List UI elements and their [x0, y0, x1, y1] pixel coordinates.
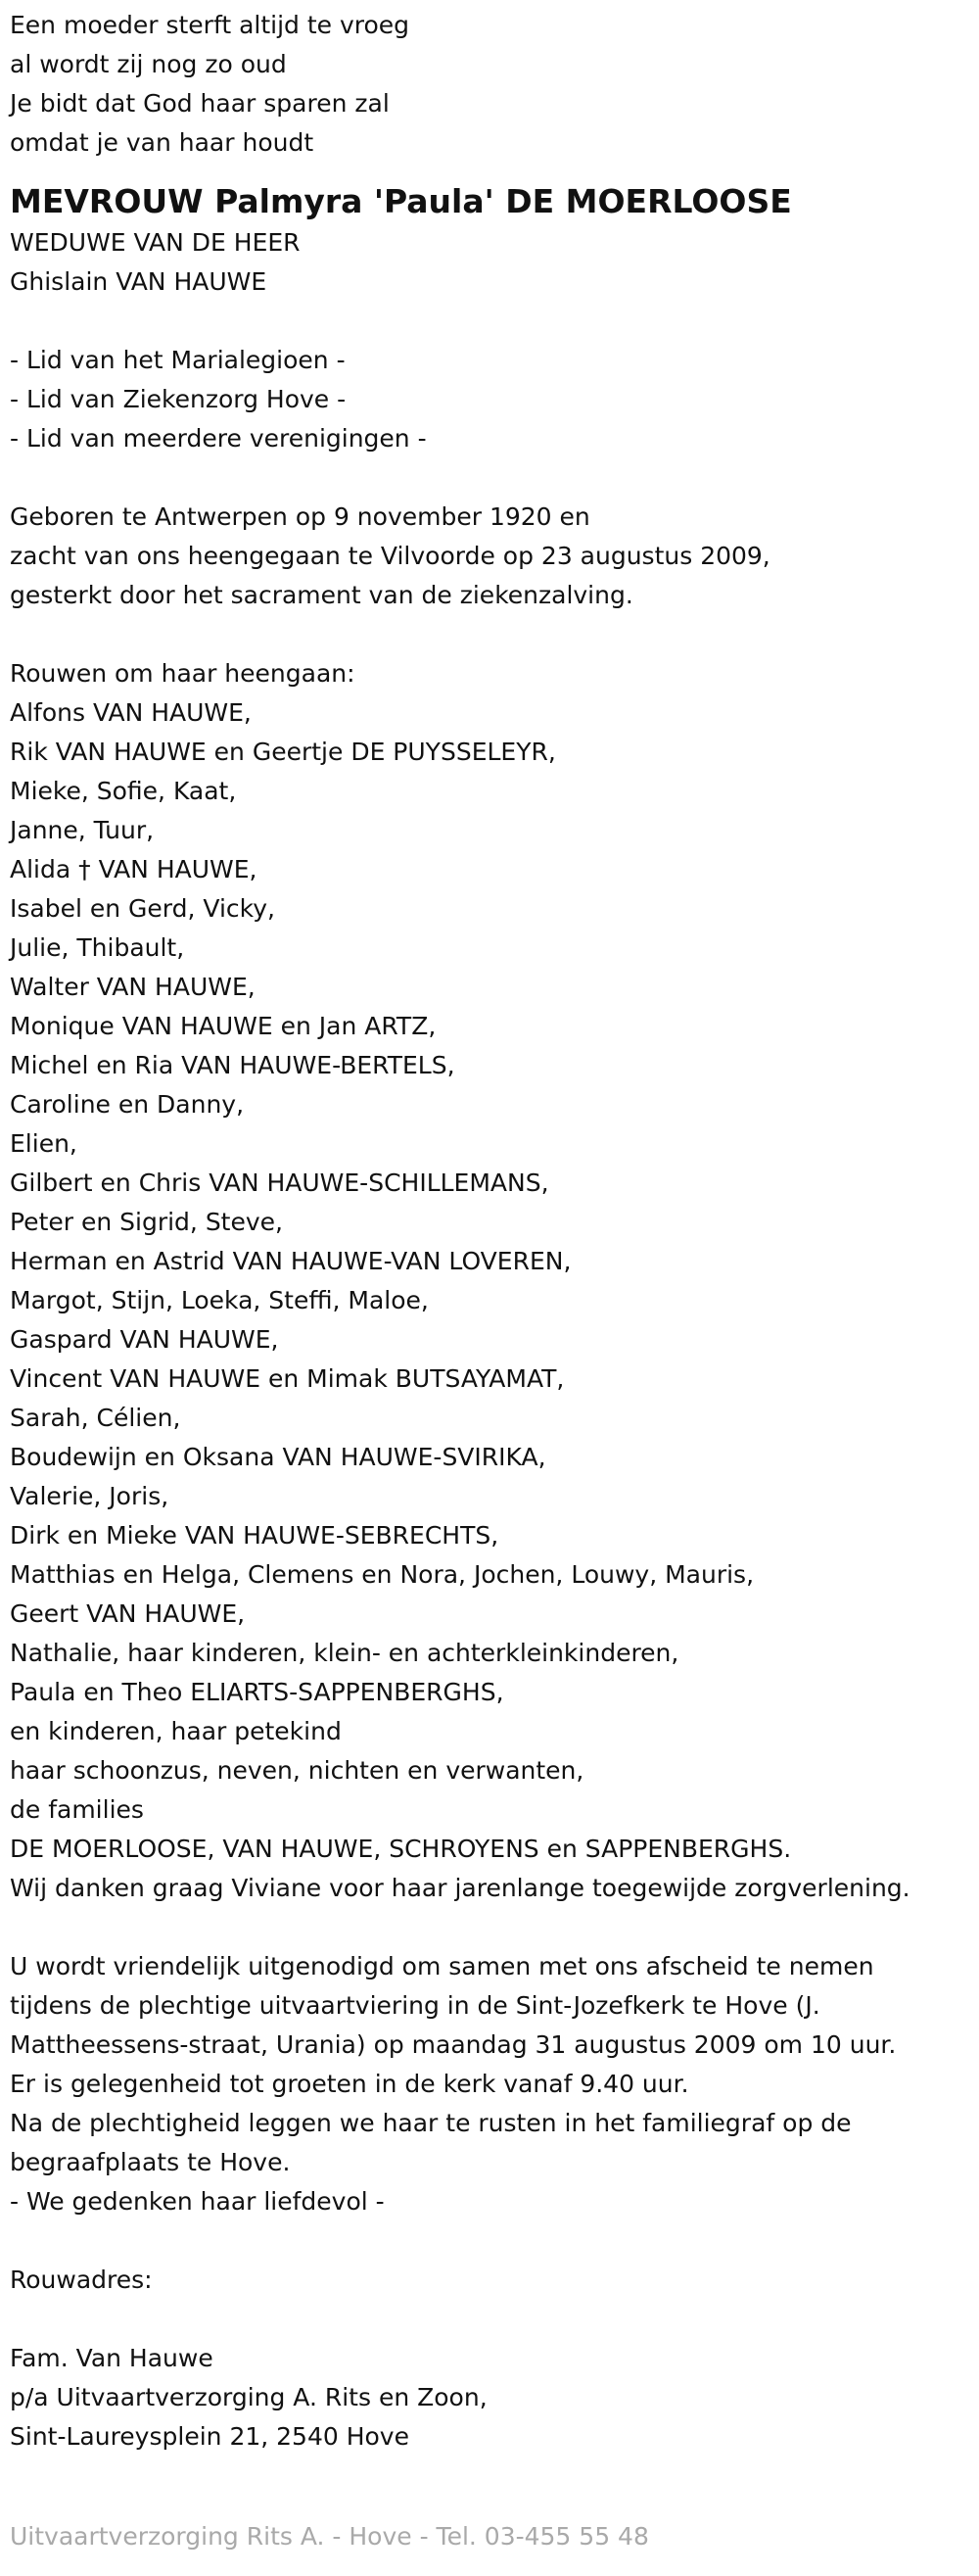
funeral-home-footer: Uitvaartverzorging Rits A. - Hove - Tel. 03-455 55 48 — [10, 2522, 649, 2551]
mourner-line: Paula en Theo ELIARTS-SAPPENBERGHS, — [10, 1678, 504, 1706]
birth-death-line: zacht van ons heengegaan te Vilvoorde op 23 augustus 2009, — [10, 542, 770, 570]
mourner-line: Caroline en Danny, — [10, 1090, 245, 1119]
mourner-line: Nathalie, haar kinderen, klein- en achterkleinkinderen, — [10, 1639, 679, 1667]
poem — [10, 6, 974, 163]
mourner-line: Valerie, Joris, — [10, 1482, 169, 1510]
birth-death-line: gesterkt door het sacrament van de ziekenzalving. — [10, 581, 633, 609]
invitation-line: Mattheessens-straat, Urania) op maandag 31 augustus 2009 om 10 uur. — [10, 2030, 897, 2059]
poem-line: al wordt zij nog zo oud — [10, 50, 287, 78]
mourners-list — [10, 654, 974, 1908]
poem-line: Je bidt dat God haar sparen zal — [10, 89, 390, 118]
birth-death-line: Geboren te Antwerpen op 9 november 1920 en — [10, 502, 590, 531]
mourner-line: Walter VAN HAUWE, — [10, 973, 256, 1001]
address-line: Fam. Van Hauwe — [10, 2344, 213, 2372]
mourner-line: DE MOERLOOSE, VAN HAUWE, SCHROYENS en SAPPENBERGHS. — [10, 1835, 792, 1863]
mourner-line: Matthias en Helga, Clemens en Nora, Jochen, Louwy, Mauris, — [10, 1560, 755, 1589]
funeral-invitation — [10, 1947, 974, 2221]
mourner-line: Monique VAN HAUWE en Jan ARTZ, — [10, 1012, 437, 1040]
mourner-line: Mieke, Sofie, Kaat, — [10, 777, 237, 805]
mourner-line: Herman en Astrid VAN HAUWE-VAN LOVEREN, — [10, 1247, 572, 1275]
poem-line: Een moeder sterft altijd te vroeg — [10, 11, 410, 39]
mourner-line: Janne, Tuur, — [10, 816, 155, 844]
mourner-line: Elien, — [10, 1129, 77, 1158]
mourner-line: Gilbert en Chris VAN HAUWE-SCHILLEMANS, — [10, 1169, 549, 1197]
mourner-line: Alfons VAN HAUWE, — [10, 698, 252, 727]
mourner-line: Isabel en Gerd, Vicky, — [10, 894, 275, 923]
mourner-line: Wij danken graag Viviane voor haar jarenlange toegewijde zorgverlening. — [10, 1874, 910, 1902]
mourner-line: Geert VAN HAUWE, — [10, 1599, 246, 1628]
address-label: Rouwadres: — [10, 2266, 153, 2294]
deceased-name: MEVROUW Palmyra 'Paula' DE MOERLOOSE — [10, 182, 792, 220]
birth-death — [10, 498, 974, 615]
mourner-line: Sarah, Célien, — [10, 1404, 181, 1432]
widow-line: Ghislain VAN HAUWE — [10, 267, 267, 296]
invitation-line: Er is gelegenheid tot groeten in de kerk vanaf 9.40 uur. — [10, 2070, 689, 2098]
mourner-line: Gaspard VAN HAUWE, — [10, 1325, 279, 1354]
mourner-line: Alida † VAN HAUWE, — [10, 855, 257, 883]
invitation-line: begraafplaats te Hove. — [10, 2148, 291, 2176]
mourner-line: Vincent VAN HAUWE en Mimak BUTSAYAMAT, — [10, 1364, 565, 1393]
membership-line: - Lid van Ziekenzorg Hove - — [10, 385, 347, 413]
membership-line: - Lid van meerdere verenigingen - — [10, 424, 427, 453]
mourner-line: Boudewijn en Oksana VAN HAUWE-SVIRIKA, — [10, 1443, 546, 1471]
address-line: Sint-Laureysplein 21, 2540 Hove — [10, 2422, 409, 2451]
mourner-line: Rik VAN HAUWE en Geertje DE PUYSSELEYR, — [10, 738, 556, 766]
address-line: p/a Uitvaartverzorging A. Rits en Zoon, — [10, 2383, 488, 2411]
mourner-line: en kinderen, haar petekind — [10, 1717, 342, 1745]
mourner-line: Peter en Sigrid, Steve, — [10, 1208, 283, 1236]
mourner-line: Dirk en Mieke VAN HAUWE-SEBRECHTS, — [10, 1521, 499, 1550]
memberships — [10, 341, 974, 458]
obituary — [10, 6, 974, 2457]
mourner-line: Julie, Thibault, — [10, 933, 185, 962]
mourner-line: Margot, Stijn, Loeka, Steffi, Maloe, — [10, 1286, 429, 1314]
poem-line: omdat je van haar houdt — [10, 128, 314, 157]
mourning-address — [10, 2339, 974, 2457]
invitation-line: - We gedenken haar liefdevol - — [10, 2187, 385, 2216]
widow-of — [10, 223, 974, 302]
mourner-line: Michel en Ria VAN HAUWE-BERTELS, — [10, 1051, 455, 1079]
membership-line: - Lid van het Marialegioen - — [10, 346, 346, 374]
mourner-line: haar schoonzus, neven, nichten en verwanten, — [10, 1756, 584, 1785]
mourner-line: de families — [10, 1795, 144, 1824]
widow-line: WEDUWE VAN DE HEER — [10, 228, 301, 257]
invitation-line: Na de plechtigheid leggen we haar te rusten in het familiegraf op de — [10, 2109, 852, 2137]
mourner-line: Rouwen om haar heengaan: — [10, 659, 355, 688]
invitation-line: tijdens de plechtige uitvaartviering in de Sint-Jozefkerk te Hove (J. — [10, 1991, 820, 2020]
invitation-line: U wordt vriendelijk uitgenodigd om samen met ons afscheid te nemen — [10, 1952, 874, 1980]
